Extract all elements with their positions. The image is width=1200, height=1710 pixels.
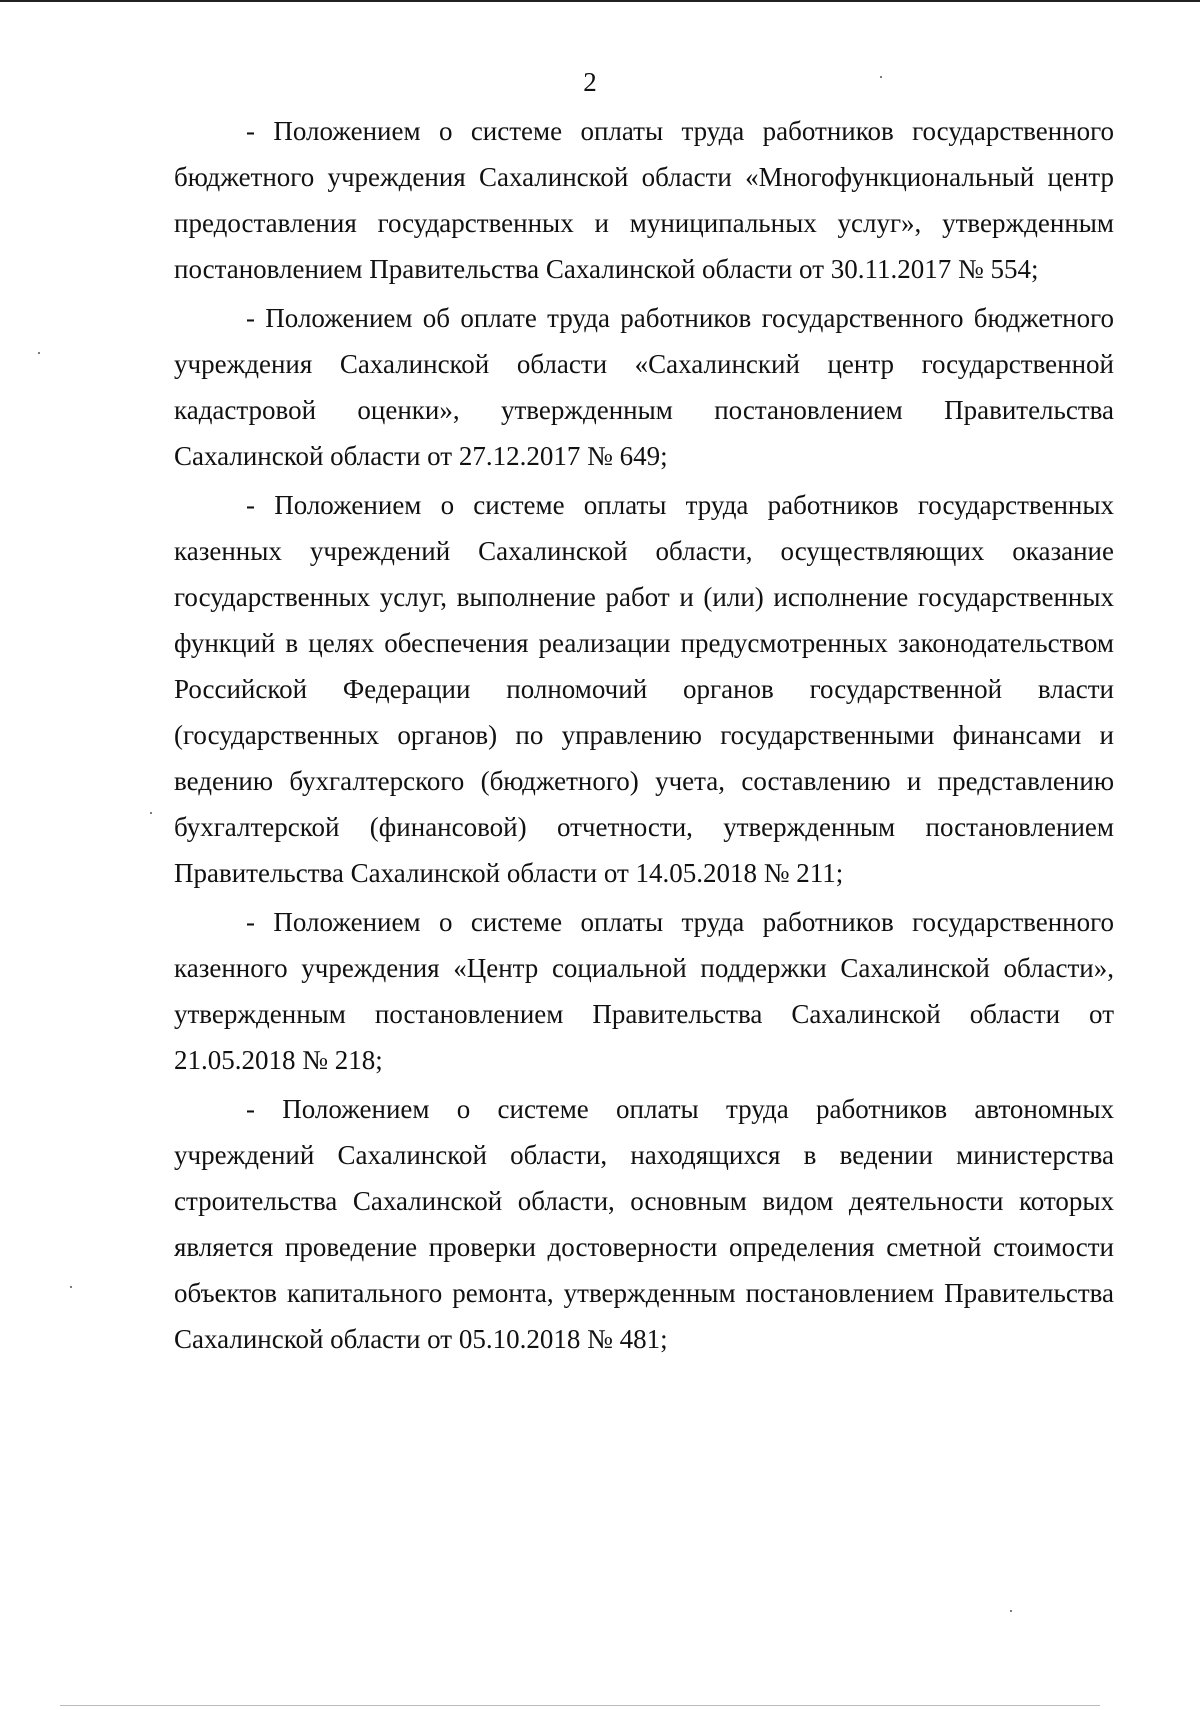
paragraph-construction: - Положением о системе оплаты труда работников автономных учреждений Сахалинской области, находящихся в ведении министерства строительства Сахалинской области, основным видом деятельности которых является проведение проверки достоверности определения сметной стоимости объектов капитального ремонта, утвержденным постановлением Правительства Сахалинской области от 05.10.2018 № 481; <box>174 1094 1114 1354</box>
scan-speck <box>1010 1610 1012 1612</box>
scan-speck <box>70 1286 72 1288</box>
document-body <box>174 108 1114 1362</box>
scan-bottom-edge <box>60 1705 1100 1706</box>
scan-speck <box>150 812 152 814</box>
paragraph-accounting: - Положением о системе оплаты труда работников государственных казенных учреждений Сахалинской области, осуществляющих оказание государственных услуг, выполнение работ и (или) исполнение государственных функций в целях обеспечения реализации предусмотренных законодательством Российской Федерации полномочий органов государственной власти (государственных органов) по управлению государственными финансами и ведению бухгалтерского (бюджетного) учета, составлению и представлению бухгалтерской (финансовой) отчетности, утвержденным постановлением Правительства Сахалинской области от 14.05.2018 № 211; <box>174 490 1114 888</box>
scan-speck <box>38 352 40 354</box>
scan-top-edge <box>0 0 1200 2</box>
page-number: 2 <box>583 67 597 97</box>
paragraph-social-support: - Положением о системе оплаты труда работников государственного казенного учреждения «Центр социальной поддержки Сахалинской области», утвержденным постановлением Правительства Сахалинской области от 21.05.2018 № 218; <box>174 907 1114 1075</box>
paragraph-mfc: - Положением о системе оплаты труда работников государственного бюджетного учреждения Сахалинской области «Многофункциональный центр предоставления государственных и муниципальных услуг», утвержденным постановлением Правительства Сахалинской области от 30.11.2017 № 554; <box>174 116 1114 284</box>
scan-speck <box>880 76 882 78</box>
paragraph-cadastral: - Положением об оплате труда работников государственного бюджетного учреждения Сахалинской области «Сахалинский центр государственной кадастровой оценки», утвержденным постановлением Правительства Сахалинской области от 27.12.2017 № 649; <box>174 303 1114 471</box>
